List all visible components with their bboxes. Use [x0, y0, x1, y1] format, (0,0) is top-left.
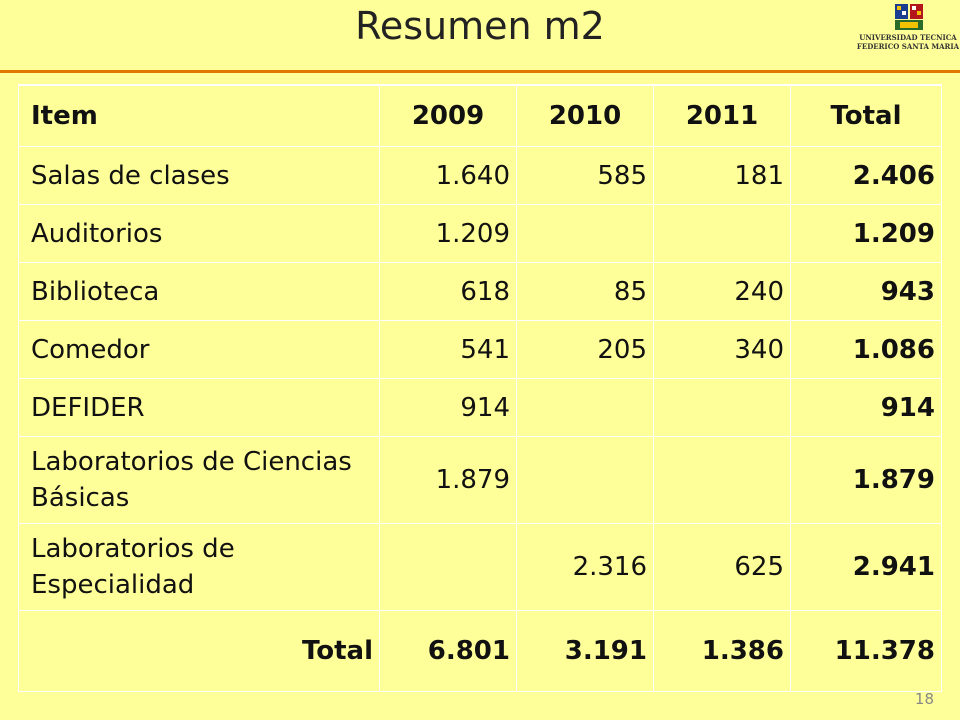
table-row	[19, 437, 942, 524]
value-cell: 205	[517, 321, 654, 379]
value-cell	[654, 379, 791, 437]
total-cell: 1.086	[791, 321, 942, 379]
value-cell: 914	[380, 379, 517, 437]
item-cell: Salas de clases	[19, 147, 380, 205]
total-value-cell: 3.191	[517, 611, 654, 692]
value-cell: 585	[517, 147, 654, 205]
table-row	[19, 321, 942, 379]
total-cell: 2.941	[791, 524, 942, 611]
value-cell	[517, 379, 654, 437]
value-cell: 340	[654, 321, 791, 379]
table-row	[19, 263, 942, 321]
total-cell: 2.406	[791, 147, 942, 205]
value-cell: 85	[517, 263, 654, 321]
item-cell: Biblioteca	[19, 263, 380, 321]
item-cell: Comedor	[19, 321, 380, 379]
column-header: 2010	[517, 85, 654, 147]
column-header: 2009	[380, 85, 517, 147]
university-name	[856, 33, 960, 51]
table-row	[19, 205, 942, 263]
value-cell: 625	[654, 524, 791, 611]
value-cell: 541	[380, 321, 517, 379]
university-logo	[856, 2, 960, 66]
value-cell	[654, 205, 791, 263]
value-cell	[380, 524, 517, 611]
item-cell: DEFIDER	[19, 379, 380, 437]
value-cell: 181	[654, 147, 791, 205]
value-cell: 240	[654, 263, 791, 321]
value-cell: 1.209	[380, 205, 517, 263]
value-cell: 2.316	[517, 524, 654, 611]
logo-line-2: FEDERICO SANTA MARIA	[856, 42, 960, 51]
grand-total-cell: 11.378	[791, 611, 942, 692]
total-value-cell: 6.801	[380, 611, 517, 692]
total-value-cell: 1.386	[654, 611, 791, 692]
page-number: 18	[914, 690, 934, 708]
column-header: Item	[19, 85, 380, 147]
value-cell	[654, 437, 791, 524]
total-cell: 1.209	[791, 205, 942, 263]
total-cell: 914	[791, 379, 942, 437]
title-rule	[0, 70, 960, 73]
value-cell: 1.640	[380, 147, 517, 205]
table-row	[19, 147, 942, 205]
column-header: 2011	[654, 85, 791, 147]
value-cell: 618	[380, 263, 517, 321]
value-cell: 1.879	[380, 437, 517, 524]
total-cell: 943	[791, 263, 942, 321]
item-cell: Laboratorios de Especialidad	[19, 524, 380, 611]
table-row	[19, 524, 942, 611]
column-header: Total	[791, 85, 942, 147]
header-row	[19, 85, 942, 147]
summary-table	[18, 84, 942, 692]
value-cell	[517, 205, 654, 263]
item-cell: Auditorios	[19, 205, 380, 263]
item-cell: Laboratorios de Ciencias Básicas	[19, 437, 380, 524]
logo-line-1: UNIVERSIDAD TECNICA	[859, 33, 957, 42]
table-row	[19, 379, 942, 437]
value-cell	[517, 437, 654, 524]
total-row	[19, 611, 942, 692]
crest-icon	[894, 2, 924, 32]
total-cell: 1.879	[791, 437, 942, 524]
slide-title: Resumen m2	[355, 4, 605, 48]
total-label-cell: Total	[19, 611, 380, 692]
